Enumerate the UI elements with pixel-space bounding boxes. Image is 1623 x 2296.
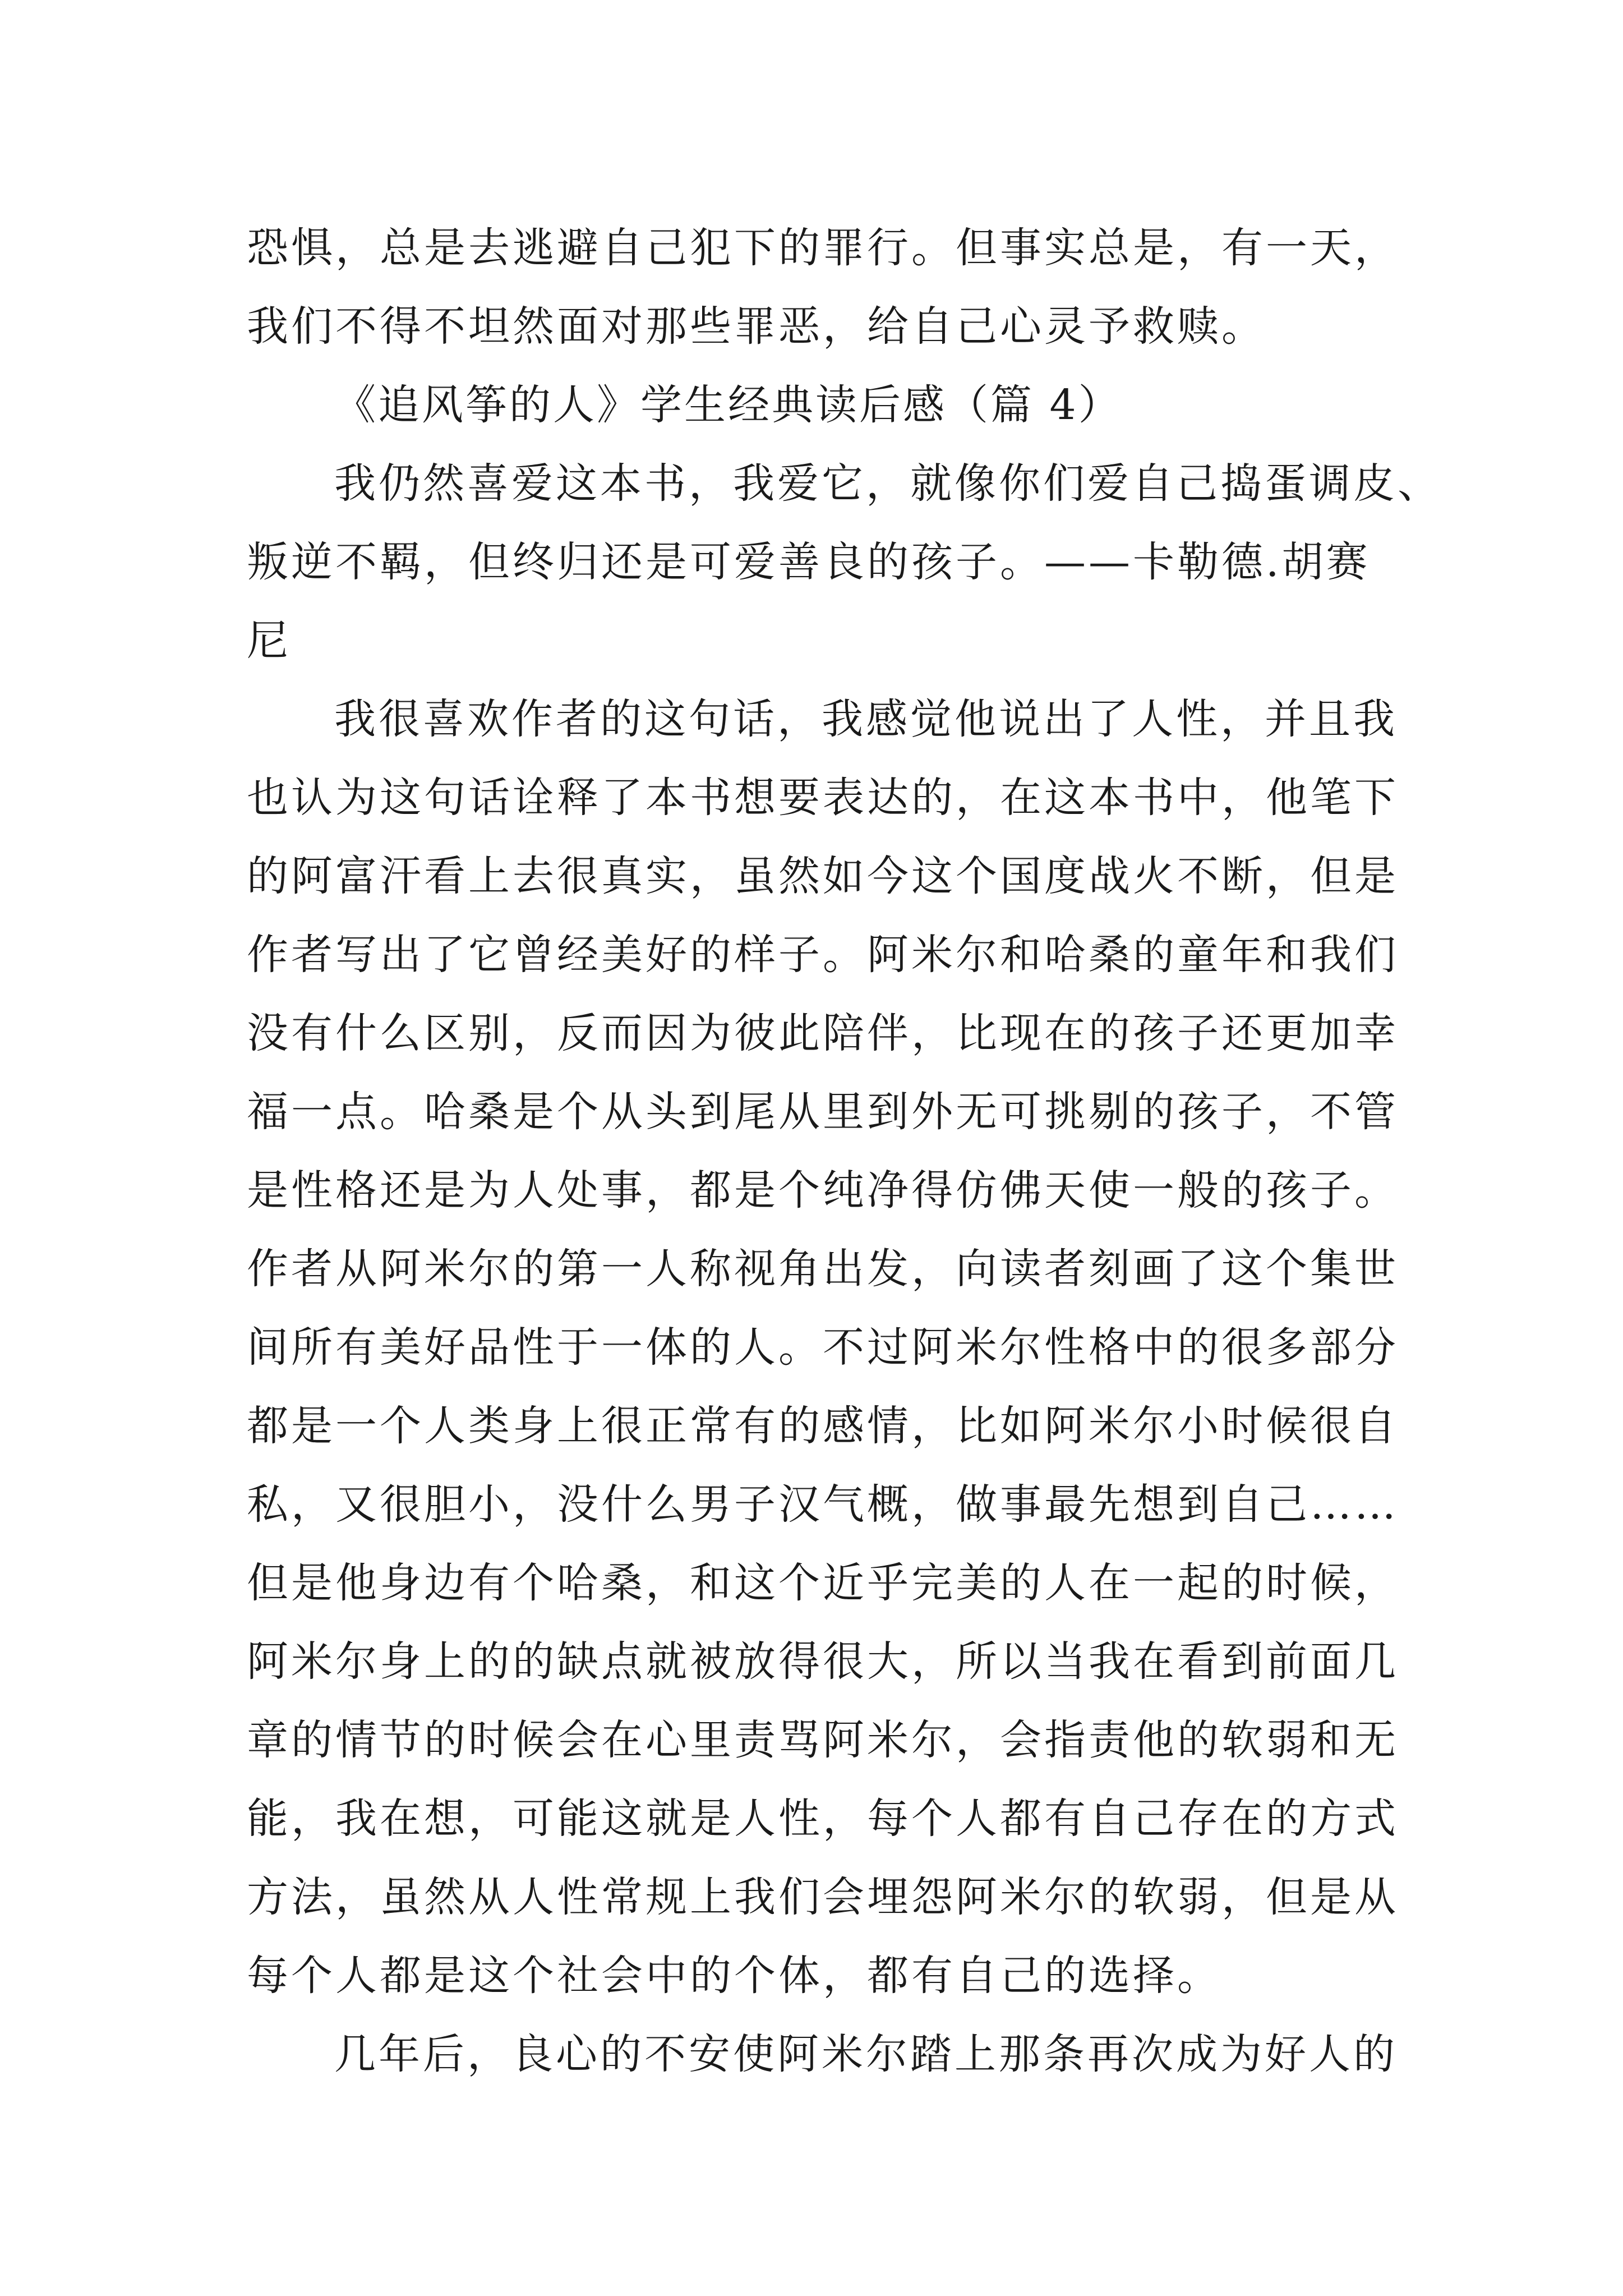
text-line: 私，又很胆小，没什么男子汉气概，做事最先想到自己……	[247, 1480, 1399, 1529]
text-line: 几年后，良心的不安使阿米尔踏上那条再次成为好人的	[334, 2030, 1398, 2078]
text-line: 也认为这句话诠释了本书想要表达的，在这本书中，他笔下	[247, 774, 1399, 822]
text-line: 阿米尔身上的的缺点就被放得很大，所以当我在看到前面几	[247, 1637, 1399, 1686]
text-line: 间所有美好品性于一体的人。不过阿米尔性格中的很多部分	[247, 1323, 1399, 1372]
text-line: 都是一个人类身上很正常有的感情，比如阿米尔小时候很自	[247, 1402, 1399, 1450]
text-line: 叛逆不羁，但终归还是可爱善良的孩子。——卡勒德.胡赛	[247, 538, 1371, 586]
text-line: 没有什么区别，反而因为彼此陪伴，比现在的孩子还更加幸	[247, 1009, 1399, 1057]
section-heading: 《追风筝的人》学生经典读后感（篇 4）	[334, 381, 1122, 429]
text-line: 的阿富汗看上去很真实，虽然如今这个国度战火不断，但是	[247, 852, 1399, 900]
text-line: 福一点。哈桑是个从头到尾从里到外无可挑剔的孩子，不管	[247, 1088, 1399, 1136]
text-line: 作者从阿米尔的第一人称视角出发，向读者刻画了这个集世	[247, 1245, 1399, 1293]
text-line: 我仍然喜爱这本书，我爱它，就像你们爱自己捣蛋调皮、	[334, 459, 1442, 508]
text-line: 是性格还是为人处事，都是个纯净得仿佛天使一般的孩子。	[247, 1166, 1399, 1214]
text-line: 尼	[247, 616, 291, 665]
text-line: 我们不得不坦然面对那些罪恶，给自己心灵予救赎。	[247, 302, 1266, 351]
text-line: 我很喜欢作者的这句话，我感觉他说出了人性，并且我	[334, 695, 1398, 743]
text-line: 章的情节的时候会在心里责骂阿米尔，会指责他的软弱和无	[247, 1716, 1399, 1764]
text-line: 作者写出了它曾经美好的样子。阿米尔和哈桑的童年和我们	[247, 931, 1399, 979]
text-line: 每个人都是这个社会中的个体，都有自己的选择。	[247, 1952, 1221, 2000]
text-line: 但是他身边有个哈桑，和这个近乎完美的人在一起的时候，	[247, 1559, 1399, 1607]
text-line: 方法，虽然从人性常规上我们会埋怨阿米尔的软弱，但是从	[247, 1873, 1399, 1921]
text-line: 能，我在想，可能这就是人性，每个人都有自己存在的方式	[247, 1795, 1399, 1843]
text-line: 恐惧，总是去逃避自己犯下的罪行。但事实总是，有一天，	[247, 224, 1399, 272]
